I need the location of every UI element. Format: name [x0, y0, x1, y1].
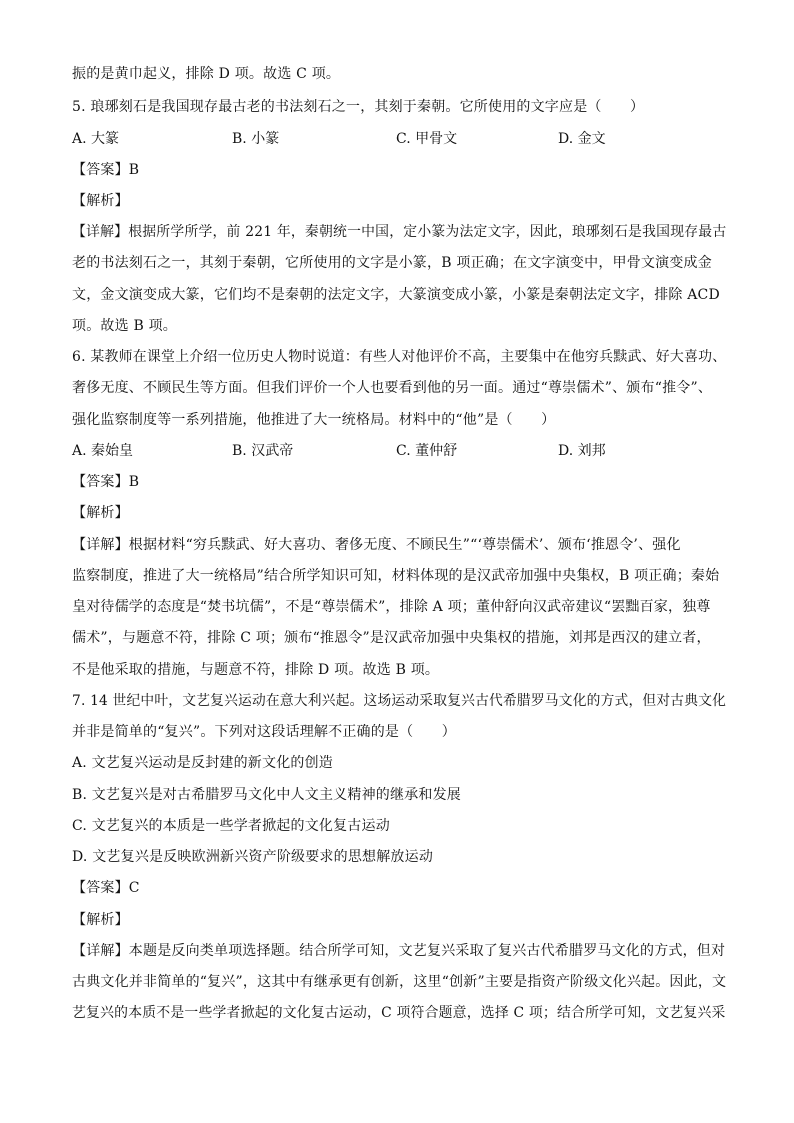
analysis-label: 【解析】	[72, 193, 129, 209]
explanation-line: 儒术”，与题意不符，排除 C 项；颁布“推恩令”是汉武帝加强中央集权的措施，刘邦是西汉的建立者，	[72, 630, 711, 646]
text-line: 振的是黄巾起义，排除 D 项。故选 C 项。	[72, 66, 341, 82]
explanation-line: 文，金文演变成大篆，它们均不是秦朝的法定文字，大篆演变成小篆，小篆是秦朝法定文字，排除 ACD	[72, 287, 720, 303]
answer-label: 【答案】C	[72, 880, 140, 896]
explanation-line: 【详解】根据所学所学，前 221 年，秦朝统一中国，定小篆为法定文字，因此，琅琊刻石是我国现存最古	[72, 224, 727, 240]
explanation-line: 项。故选 B 项。	[72, 318, 177, 334]
explanation-line: 【详解】本题是反向类单项选择题。结合所学可知，文艺复兴采取了复兴古代希腊罗马文化的方式，但对	[72, 943, 726, 959]
explanation-line: 老的书法刻石之一，其刻于秦朝，它所使用的文字是小篆，B 项正确；在文字演变中，甲骨文演变成金	[72, 255, 712, 271]
explanation-line: 监察制度，推进了大一统格局”结合所学知识可知，材料体现的是汉武帝加强中央集权，B 项正确；秦始	[72, 568, 720, 584]
q7-option-b: B. 文艺复兴是对古希腊罗马文化中人文主义精神的继承和发展	[72, 787, 461, 803]
q5-option-c: C. 甲骨文	[396, 131, 458, 147]
q6-option-d: D. 刘邦	[558, 443, 606, 459]
q7-option-d: D. 文艺复兴是反映欧洲新兴资产阶级要求的思想解放运动	[72, 849, 434, 865]
question-6-stem: 奢侈无度、不顾民生等方面。但我们评价一个人也要看到他的另一面。通过“尊崇儒术”、颁布“推令”、	[72, 380, 713, 396]
q5-option-b: B. 小篆	[232, 131, 280, 147]
question-6-stem: 强化监察制度等一系列措施，他推进了大一统格局。材料中的“他”是（ ）	[72, 412, 556, 428]
analysis-label: 【解析】	[72, 505, 129, 521]
question-7-stem: 7. 14 世纪中叶，文艺复兴运动在意大利兴起。这场运动采取复兴古代希腊罗马文化的方式，但对古典文化	[72, 693, 727, 709]
explanation-line: 古典文化并非简单的“复兴”，这其中有继承更有创新，这里“创新”主要是指资产阶级文化兴起。因此，文	[72, 974, 727, 990]
explanation-line: 不是他采取的措施，与题意不符，排除 D 项。故选 B 项。	[72, 662, 440, 678]
analysis-label: 【解析】	[72, 912, 129, 928]
answer-label: 【答案】B	[72, 162, 140, 178]
q6-option-a: A. 秦始皇	[72, 443, 134, 459]
q7-option-c: C. 文艺复兴的本质是一些学者掀起的文化复古运动	[72, 818, 390, 834]
q7-option-a: A. 文艺复兴运动是反封建的新文化的创造	[72, 755, 334, 771]
question-7-stem: 并非是简单的“复兴”。下列对这段话理解不正确的是（ ）	[72, 724, 456, 740]
explanation-line: 艺复兴的本质不是一些学者掀起的文化复古运动，C 项符合题意，选择 C 项；结合所学可知，文艺复兴采	[72, 1005, 726, 1021]
q5-option-d: D. 金文	[558, 131, 606, 147]
q5-option-a: A. 大篆	[72, 131, 120, 147]
explanation-line: 皇对待儒学的态度是“焚书坑儒”，不是“尊崇儒术”，排除 A 项；董仲舒向汉武帝建议“罢黜百家，独尊	[72, 599, 711, 615]
q6-option-b: B. 汉武帝	[232, 443, 294, 459]
question-5-stem: 5. 琅琊刻石是我国现存最古老的书法刻石之一，其刻于秦朝。它所使用的文字应是（ ）	[72, 99, 645, 115]
answer-label: 【答案】B	[72, 474, 140, 490]
explanation-line: 【详解】根据材料“穷兵黩武、好大喜功、奢侈无度、不顾民生”“‘尊崇儒术’、颁布‘推恩令’、强化	[72, 537, 681, 553]
question-6-stem: 6. 某教师在课堂上介绍一位历史人物时说道：有些人对他评价不高，主要集中在他穷兵黩武、好大喜功、	[72, 349, 727, 365]
q6-option-c: C. 董仲舒	[396, 443, 458, 459]
